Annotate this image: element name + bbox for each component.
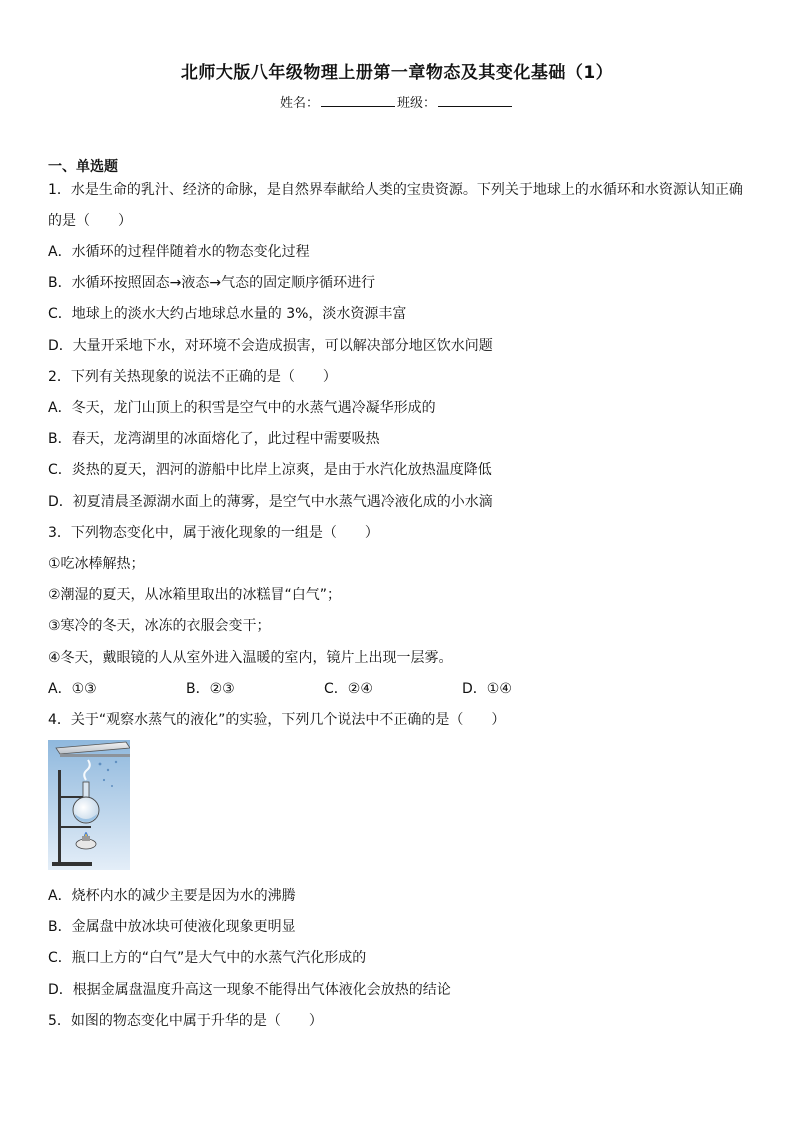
q4-option-c: C．瓶口上方的“白气”是大气中的水蒸气汽化形成的	[48, 950, 367, 966]
q1-option-d: D．大量开采地下水，对环境不会造成损害，可以解决部分地区饮水问题	[48, 338, 493, 354]
class-label: 班级：	[397, 96, 437, 111]
q2-option-a: A．冬天，龙门山顶上的积雪是空气中的水蒸气遇冷凝华形成的	[48, 400, 436, 416]
q3-stem: 3．下列物态变化中，属于液化现象的一组是（ ）	[48, 525, 379, 541]
q3-option-d: D．①④	[462, 681, 512, 697]
vapor-liquefaction-apparatus-figure	[48, 740, 130, 870]
q1-option-c: C．地球上的淡水大约占地球总水量的 3%，淡水资源丰富	[48, 306, 407, 322]
q3-item-1: ①吃冰棒解热；	[48, 556, 145, 572]
q2-option-c: C．炎热的夏天，泗河的游船中比岸上凉爽，是由于水汽化放热温度降低	[48, 462, 492, 478]
q4-option-a: A．烧杯内水的减少主要是因为水的沸腾	[48, 888, 296, 904]
q3-item-2: ②潮湿的夏天，从冰箱里取出的冰糕冒“白气”；	[48, 587, 342, 603]
q4-option-b: B．金属盘中放冰块可使液化现象更明显	[48, 919, 296, 935]
q3-item-3: ③寒冷的冬天，冰冻的衣服会变干；	[48, 618, 271, 634]
q2-stem: 2．下列有关热现象的说法不正确的是（ ）	[48, 369, 337, 385]
section-heading: 一、单选题	[48, 159, 118, 175]
class-blank	[438, 94, 512, 107]
name-label: 姓名：	[279, 96, 319, 111]
student-info	[0, 92, 794, 111]
q3-item-4: ④冬天，戴眼镜的人从室外进入温暖的室内，镜片上出现一层雾。	[48, 650, 453, 666]
q3-option-c: C．②④	[324, 681, 373, 697]
q3-options	[48, 680, 748, 698]
q1-stem-line1: 1．水是生命的乳汁、经济的命脉，是自然界奉献给人类的宝贵资源。下列关于地球上的水循环和水资源认知正确	[48, 182, 743, 198]
q5-stem: 5．如图的物态变化中属于升华的是（ ）	[48, 1013, 323, 1029]
page-title: 北师大版八年级物理上册第一章物态及其变化基础（1）	[180, 63, 614, 83]
q1-option-a: A．水循环的过程伴随着水的物态变化过程	[48, 244, 310, 260]
q2-option-d: D．初夏清晨圣源湖水面上的薄雾，是空气中水蒸气遇冷液化成的小水滴	[48, 494, 493, 510]
q1-option-b: B．水循环按照固态→液态→气态的固定顺序循环进行	[48, 275, 376, 291]
q3-option-a: A．①③	[48, 681, 97, 697]
q1-stem-line2: 的是（ ）	[48, 213, 132, 229]
q4-option-d: D．根据金属盘温度升高这一现象不能得出气体液化会放热的结论	[48, 982, 451, 998]
q4-stem: 4．关于“观察水蒸气的液化”的实验，下列几个说法中不正确的是（ ）	[48, 712, 506, 728]
name-blank	[321, 94, 395, 107]
q2-option-b: B．春天，龙湾湖里的冰面熔化了，此过程中需要吸热	[48, 431, 380, 447]
q3-option-b: B．②③	[186, 681, 235, 697]
